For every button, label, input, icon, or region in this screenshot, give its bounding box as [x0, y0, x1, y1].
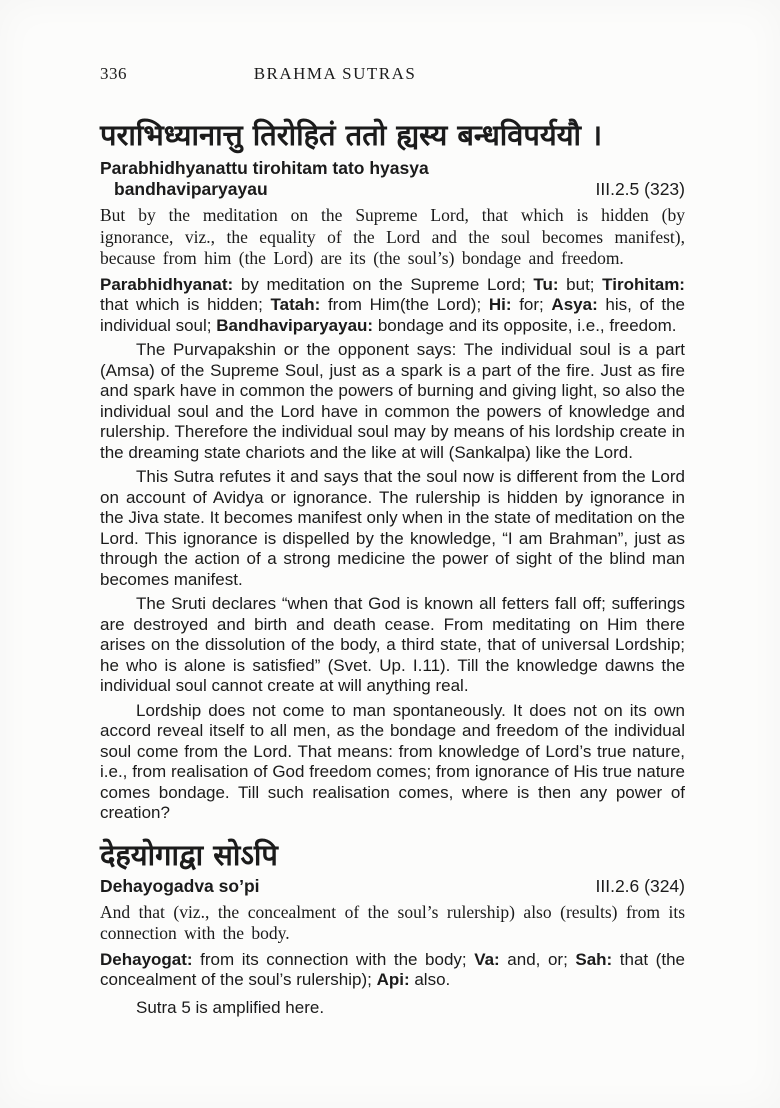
sanskrit-term: Hi: [488, 295, 512, 314]
word-meanings-325: Parabhidhyanat: by meditation on the Supreme Lord; Tu: but; Tirohitam: that which is hidden; Tatah: from Him(the Lord); Hi: for; Asya: his, of the individual soul; Bandhaviparyayau: bondage and its opposite, i.e., freedom. [100, 274, 685, 335]
sanskrit-term: Api: [376, 970, 410, 989]
sutra-transliteration-326 [100, 876, 685, 897]
running-head [100, 64, 685, 86]
sanskrit-term: Va: [474, 949, 500, 969]
sanskrit-term: Parabhidhyanat: [100, 274, 234, 294]
commentary-326 [100, 998, 685, 1019]
commentary-paragraph: The Sruti declares “when that God is known all fetters fall off; sufferings are destroyed and birth and death cease. From meditating on Him there arises on the dissolution of the body, a third state, that of universal Lordship; he who is alone is satisfied” (Svet. Up. I.11). Till the knowledge dawns the individual soul cannot create at will anything real. [100, 594, 685, 695]
sutra-devanagari-325: पराभिध्यानात्तु तिरोहितं ततो ह्यस्य बन्धविपर्ययौ । [100, 118, 603, 152]
sutra-translation-326: And that (viz., the concealment of the soul’s rulership) also (results) from its connection with the body. [100, 901, 685, 943]
book-title: BRAHMA SUTRAS [253, 64, 417, 83]
sutra-reference-326: III.2.6 (324) [595, 875, 685, 896]
page-number: 336 [100, 64, 127, 83]
sanskrit-term: Tirohitam: [602, 274, 685, 294]
transliteration-line2: bandhaviparyayau [114, 179, 268, 199]
sanskrit-term: Asya: [551, 295, 598, 314]
commentary-paragraph: Sutra 5 is amplified here. [136, 997, 325, 1017]
word-meanings-326: Dehayogat: from its connection with the body; Va: and, or; Sah: that (the concealment of the soul’s rulership); Api: also. [100, 949, 685, 989]
sanskrit-term: Tu: [533, 274, 559, 294]
commentary-paragraph: The Purvapakshin or the opponent says: The individual soul is a part (Amsa) of the Supreme Soul, just as a spark is a part of the fire. Just as fire and spark have in common the powers of burning and giving light, so also the individual soul and the Lord have in common the powers of knowledge and rulership. Therefore the individual soul may by means of his lordship create in the dreaming state chariots and the like at will (Sankalpa) like the Lord. [100, 340, 685, 462]
transliteration-line1: Dehayogadva so’pi [100, 875, 260, 896]
sutra-reference-325: III.2.5 (323) [595, 179, 685, 199]
sanskrit-term: Dehayogat: [100, 949, 193, 969]
sanskrit-term: Sah: [575, 949, 613, 969]
commentary-325 [100, 340, 685, 824]
commentary-paragraph: Lordship does not come to man spontaneously. It does not on its own accord reveal itself to all men, as the bondage and freedom of the individual soul come from the Lord. That means: from knowledge of Lord’s true nature, i.e., from realisation of God freedom comes; from ignorance of His true nature comes bondage. Till such realisation comes, where is then any power of creation? [100, 700, 685, 822]
transliteration-row [100, 179, 685, 200]
transliteration-line1: Parabhidhyanattu tirohitam tato hyasya [100, 158, 429, 178]
sutra-translation-325: But by the meditation on the Supreme Lord, that which is hidden (by ignorance, viz., the equality of the Lord and the soul becomes manifest), because from him (the Lord) are its (the soul’s) bondage and freedom. [100, 205, 685, 268]
commentary-paragraph: This Sutra refutes it and says that the soul now is different from the Lord on account of Avidya or ignorance. The rulership is hidden by ignorance in the Jiva state. It becomes manifest only when in the state of meditation on the Lord. This ignorance is dispelled by the knowledge, “I am Brahman”, just as through the action of a strong medicine the power of sight of the blind man becomes manifest. [100, 467, 685, 589]
sutra-transliteration-325 [100, 158, 685, 200]
sutra-devanagari-326: देहयोगाद्वा सोऽपि [100, 837, 278, 872]
sanskrit-term: Bandhaviparyayau: [216, 315, 374, 335]
sanskrit-term: Tatah: [270, 295, 321, 314]
